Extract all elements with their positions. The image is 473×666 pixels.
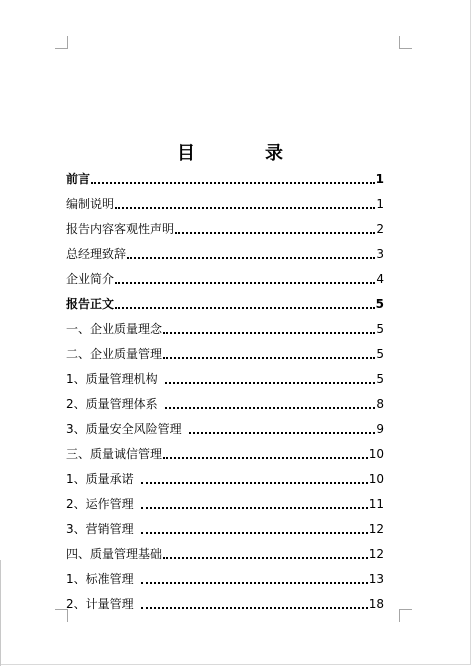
toc-entry-label: 前言 <box>66 172 91 186</box>
toc-dot-leader <box>163 557 368 559</box>
toc-dot-leader <box>165 407 376 409</box>
toc-entry[interactable] <box>66 513 384 538</box>
toc-dot-leader <box>91 182 375 184</box>
toc-entry[interactable] <box>66 388 384 413</box>
crop-mark-bottom-right <box>399 609 412 622</box>
toc-entry-page-number: 10 <box>368 472 384 486</box>
table-of-contents <box>66 163 384 613</box>
toc-entry-label: 一、企业质量理念 <box>66 322 163 336</box>
toc-dot-leader <box>163 357 375 359</box>
toc-entry-page-number: 1 <box>375 172 384 186</box>
toc-entry-page-number: 18 <box>368 597 384 611</box>
toc-entry-page-number: 9 <box>376 422 384 436</box>
toc-title: 目 录 <box>177 143 309 164</box>
toc-entry[interactable] <box>66 188 384 213</box>
toc-entry-label: 3、营销管理 <box>66 522 134 536</box>
crop-mark-top-left <box>55 36 68 49</box>
toc-dot-leader <box>141 482 368 484</box>
toc-entry-page-number: 4 <box>376 272 384 286</box>
toc-dot-leader <box>115 282 375 284</box>
toc-entry-label: 1、质量承诺 <box>66 472 134 486</box>
toc-entry-label: 总经理致辞 <box>66 247 127 261</box>
toc-entry-label: 2、质量管理体系 <box>66 397 158 411</box>
toc-entry-page-number: 12 <box>368 547 384 561</box>
toc-entry-label: 1、质量管理机构 <box>66 372 158 386</box>
toc-entry-label: 三、质量诚信管理 <box>66 447 163 461</box>
toc-entry-label: 报告正文 <box>66 297 115 311</box>
toc-entry-page-number: 3 <box>376 247 384 261</box>
toc-entry-label: 报告内容客观性声明 <box>66 222 175 236</box>
toc-entry-page-number: 12 <box>368 522 384 536</box>
toc-entry[interactable] <box>66 463 384 488</box>
toc-entry[interactable] <box>66 338 384 363</box>
toc-dot-leader <box>175 232 375 234</box>
toc-entry-label: 1、标准管理 <box>66 572 134 586</box>
toc-entry[interactable] <box>66 288 384 313</box>
toc-entry-page-number: 5 <box>376 322 384 336</box>
toc-entry[interactable] <box>66 363 384 388</box>
toc-entry-label: 编制说明 <box>66 197 115 211</box>
toc-entry[interactable] <box>66 438 384 463</box>
toc-dot-leader <box>189 432 376 434</box>
toc-entry[interactable] <box>66 238 384 263</box>
toc-entry[interactable] <box>66 413 384 438</box>
toc-entry-label: 3、质量安全风险管理 <box>66 422 182 436</box>
page-shadow <box>0 560 1 666</box>
toc-entry-label: 四、质量管理基础 <box>66 547 163 561</box>
toc-entry[interactable] <box>66 213 384 238</box>
toc-entry[interactable] <box>66 563 384 588</box>
toc-entry[interactable] <box>66 488 384 513</box>
toc-dot-leader <box>141 507 368 509</box>
toc-dot-leader <box>163 332 375 334</box>
toc-entry[interactable] <box>66 588 384 613</box>
toc-dot-leader <box>165 382 376 384</box>
toc-entry[interactable] <box>66 538 384 563</box>
toc-dot-leader <box>127 257 375 259</box>
crop-mark-top-right <box>399 36 412 49</box>
toc-dot-leader <box>163 457 368 459</box>
toc-entry-page-number: 8 <box>376 397 384 411</box>
toc-entry[interactable] <box>66 163 384 188</box>
toc-dot-leader <box>141 582 368 584</box>
toc-entry-page-number: 11 <box>368 497 384 511</box>
toc-entry-page-number: 5 <box>376 372 384 386</box>
toc-dot-leader <box>141 607 368 609</box>
toc-dot-leader <box>115 207 375 209</box>
toc-entry-label: 企业简介 <box>66 272 115 286</box>
toc-dot-leader <box>141 532 368 534</box>
toc-entry[interactable] <box>66 313 384 338</box>
toc-entry-label: 2、运作管理 <box>66 497 134 511</box>
toc-entry-page-number: 5 <box>376 347 384 361</box>
toc-entry-page-number: 1 <box>376 197 384 211</box>
toc-dot-leader <box>115 307 375 309</box>
toc-entry-page-number: 5 <box>375 297 384 311</box>
toc-entry-page-number: 13 <box>368 572 384 586</box>
toc-entry-page-number: 2 <box>376 222 384 236</box>
toc-entry-label: 二、企业质量管理 <box>66 347 163 361</box>
toc-entry-label: 2、计量管理 <box>66 597 134 611</box>
toc-entry[interactable] <box>66 263 384 288</box>
toc-entry-page-number: 10 <box>368 447 384 461</box>
